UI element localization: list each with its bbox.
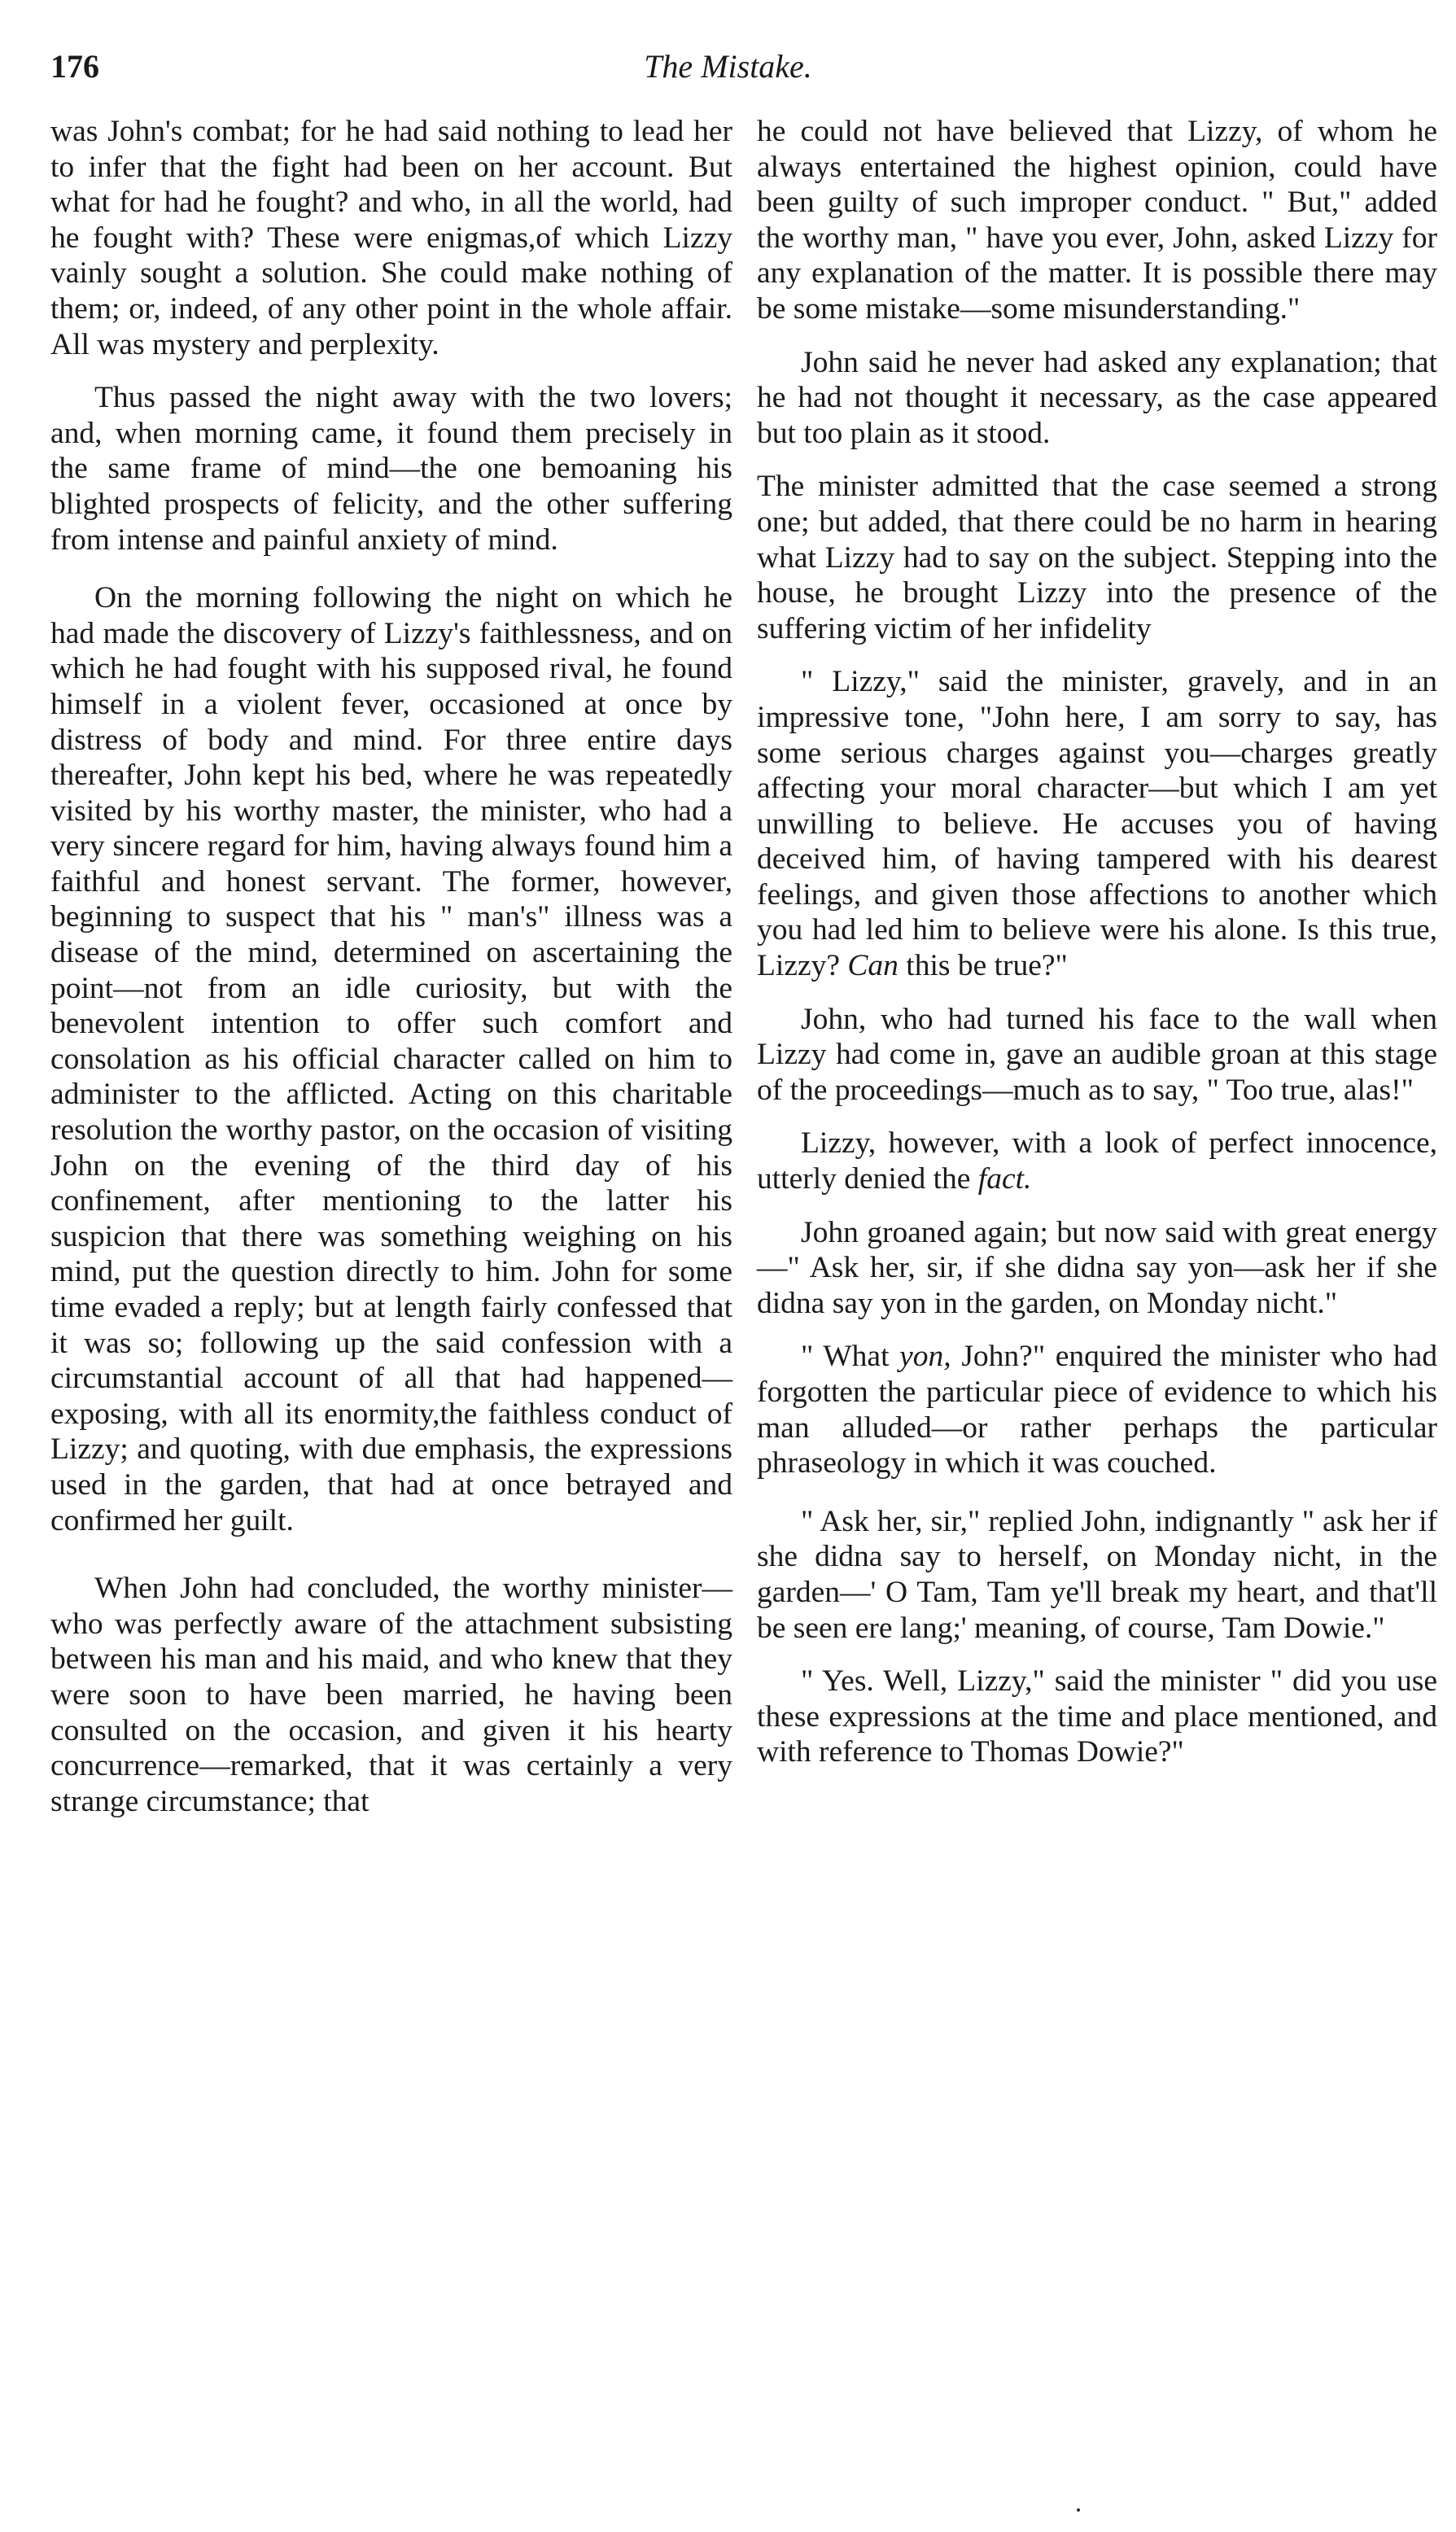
paragraph: John groaned again; but now said with great energy—" Ask her, sir, if she didna say yon—ask her if she didna say yon in the garden, on Monday nicht." bbox=[757, 1215, 1437, 1320]
paragraph-text: " What bbox=[801, 1340, 890, 1374]
paragraph: " Ask her, sir," replied John, indignantly " ask her if she didna say to herself, on Monday nicht, in the garden—' O Tam, Tam ye'll break my heart, and that'll be seen ere lang;' meaning, of course, Tam Dowie." bbox=[757, 1504, 1437, 1645]
left-column bbox=[50, 114, 732, 1837]
page-number: 176 bbox=[50, 48, 99, 85]
paragraph bbox=[757, 664, 1437, 983]
emphasis-text: fact. bbox=[977, 1162, 1032, 1196]
paragraph-text: " Lizzy," said the minister, gravely, and in an impressive tone, "John here, I am sorry to say, has some serious charges against you—charges greatly affecting your moral character—but which I am yet unwilling to believe. He accuses you of having deceived him, of having tampered with his dearest feelings, and given those affections to another which you had led him to believe were his alone. Is this true, Lizzy? bbox=[757, 665, 1437, 983]
right-column bbox=[757, 114, 1437, 1788]
paragraph: When John had concluded, the worthy minister—who was perfectly aware of the attachment subsisting between his man and his maid, and who knew that they were soon to have been married, he having been consulted on the occasion, and given it his hearty concurrence—remarked, that it was certainly a very strange circumstance; that bbox=[50, 1572, 732, 1818]
paragraph: was John's combat; for he had said nothing to lead her to infer that the fight had been on her account. But what for had he fought? and who, in all the world, had he fought with? These were enigmas,of which Lizzy vainly sought a solution. She could make nothing of them; or, indeed, of any other point in the whole affair. All was mystery and perplexity. bbox=[50, 115, 732, 361]
paragraph bbox=[757, 1339, 1437, 1480]
paragraph-text: Lizzy, however, with a look of perfect innocence, utterly denied the bbox=[757, 1126, 1437, 1196]
ink-speck bbox=[1077, 2508, 1080, 2512]
running-title: The Mistake. bbox=[644, 48, 812, 85]
paragraph: he could not have believed that Lizzy, of whom he always entertained the highest opinion, could have been guilty of such improper conduct. " But," added the worthy man, " have you ever, John, asked Lizzy for any explanation of the matter. It is possible there may be some mistake—some misunderstanding." bbox=[757, 115, 1437, 326]
paragraph: The minister admitted that the case seemed a strong one; but added, that there could be no harm in hearing what Lizzy had to say on the subject. Stepping into the house, he brought Lizzy into the presence of the suffering victim of her infidelity bbox=[757, 470, 1437, 645]
paragraph: " Yes. Well, Lizzy," said the minister " did you use these expressions at the time and place mentioned, and with reference to Thomas Dowie?" bbox=[757, 1664, 1437, 1769]
paragraph: Thus passed the night away with the two lovers; and, when morning came, it found them precisely in the same frame of mind—the one bemoaning his blighted prospects of felicity, and the other suffering from intense and painful anxiety of mind. bbox=[50, 381, 732, 557]
paragraph: On the morning following the night on which he had made the discovery of Lizzy's faithlessness, and on which he had fought with his supposed rival, he found himself in a violent fever, occasioned at once by distress of body and mind. For three entire days thereafter, John kept his bed, where he was repeatedly visited by his worthy master, the minister, who had a very sincere regard for him, having always found him a faithful and honest servant. The former, however, beginning to suspect that his " man's" illness was a disease of the mind, determined on ascertaining the point—not from an idle curiosity, but with the benevolent intention to offer such comfort and consolation as his official character called on him to administer to the afflicted. Acting on this charitable resolution the worthy pastor, on the occasion of visiting John on the evening of the third day of his confinement, after mentioning to the latter his suspicion that there was something weighing on his mind, put the question directly to him. John for some time evaded a reply; but at length fairly confessed that it was so; following up the said confession with a circumstantial account of all that had happened—exposing, with all its enormity,the faithless conduct of Lizzy; and quoting, with due emphasis, the expressions used in the garden, that had at once betrayed and confirmed her guilt. bbox=[50, 581, 732, 1537]
emphasis-text: yon, bbox=[899, 1340, 951, 1374]
paragraph bbox=[757, 1126, 1437, 1196]
paragraph-text: John?" enquired the minister who had forgotten the particular piece of evidence to which his man alluded—or rather perhaps the particular phraseology in which it was couched. bbox=[757, 1340, 1438, 1480]
paragraph: John said he never had asked any explanation; that he had not thought it necessary, as the case appeared but too plain as it stood. bbox=[757, 345, 1437, 450]
emphasis-text: Can bbox=[847, 949, 899, 983]
paragraph: John, who had turned his face to the wall when Lizzy had come in, gave an audible groan at this stage of the proceedings—much as to say, " Too true, alas!" bbox=[757, 1002, 1437, 1107]
page-header bbox=[50, 47, 1406, 96]
paragraph-text: this be true?" bbox=[906, 949, 1068, 983]
